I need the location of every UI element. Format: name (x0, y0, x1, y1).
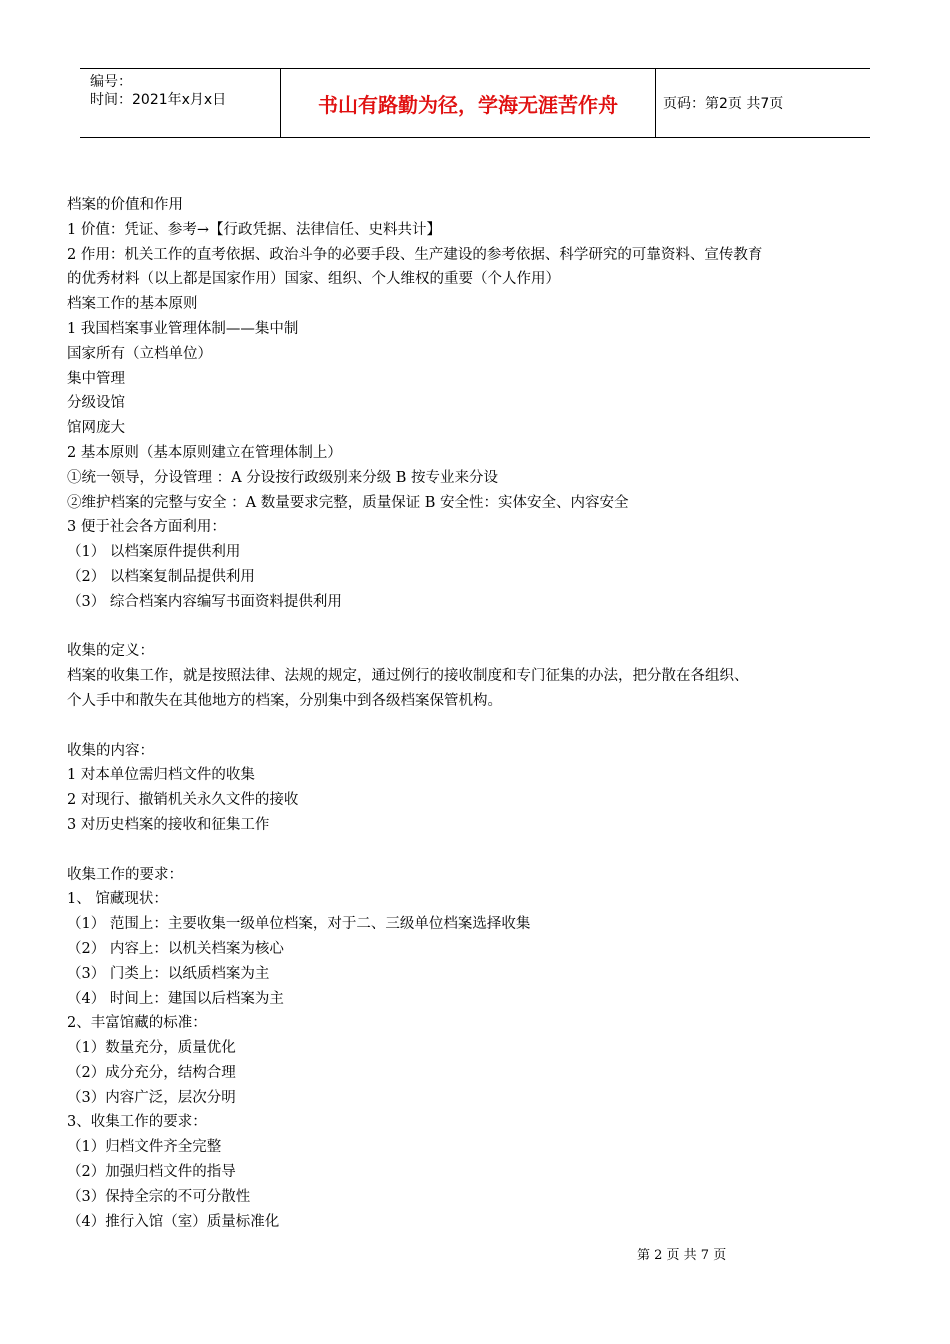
body-line: （3） 门类上：以纸质档案为主 (67, 965, 270, 982)
body-line: （1） 范围上：主要收集一级单位档案，对于二、三级单位档案选择收集 (67, 916, 531, 933)
document-number-label: 编号： (90, 74, 132, 90)
body-line: ②维护档案的完整与安全 ：A 数量要求完整，质量保证 B 安全性：实体安全、内容安全 (67, 494, 629, 511)
body-line: （1） 以档案原件提供利用 (67, 544, 241, 561)
body-line: （1）数量充分，质量优化 (67, 1040, 236, 1057)
document-date: 时间：2021年x月x日 (90, 92, 227, 108)
body-line: 2、丰富馆藏的标准： (67, 1015, 207, 1032)
header-left-cell (80, 69, 280, 137)
body-line: （1）归档文件齐全完整 (67, 1139, 222, 1156)
body-line: 的优秀材料（以上都是国家作用）国家、组织、个人维权的重要（个人作用） (67, 271, 560, 288)
body-line: 2 作用：机关工作的直考依据、政治斗争的必要手段、生产建设的参考依据、科学研究的可靠资料、宣传教育 (67, 246, 763, 263)
header-motto: 书山有路勤为径，学海无涯苦作舟 (318, 93, 618, 117)
body-line: 1 我国档案事业管理体制——集中制 (67, 320, 299, 337)
body-line: 3 便于社会各方面利用： (67, 519, 226, 536)
blank-line (67, 838, 887, 863)
blank-line (67, 615, 887, 640)
body-line: 1、 馆藏现状： (67, 891, 168, 908)
body-line: 馆网庞大 (67, 420, 125, 437)
page-footer: 第 2 页 共 7 页 (637, 1248, 727, 1263)
body-line: （3）内容广泛，层次分明 (67, 1089, 236, 1106)
body-line: 档案的价值和作用 (67, 197, 183, 213)
document-header (80, 68, 870, 138)
body-line: （4） 时间上：建国以后档案为主 (67, 990, 284, 1007)
body-line: 1 对本单位需归档文件的收集 (67, 767, 255, 784)
body-line: （2）成分充分，结构合理 (67, 1064, 236, 1081)
body-line: 2 对现行、撤销机关永久文件的接收 (67, 792, 299, 809)
body-line: 个人手中和散失在其他地方的档案，分别集中到各级档案保管机构。 (67, 692, 502, 709)
header-motto-cell (280, 69, 656, 137)
body-line: 2 基本原则（基本原则建立在管理体制上） (67, 444, 342, 461)
body-line: （3） 综合档案内容编写书面资料提供利用 (67, 593, 342, 610)
header-right-cell (655, 69, 870, 137)
body-line: 集中管理 (67, 370, 125, 387)
body-line: 国家所有（立档单位） (67, 345, 212, 362)
body-line: （2）加强归档文件的指导 (67, 1164, 236, 1181)
body-line: 收集的内容： (67, 742, 154, 759)
body-line: 档案的收集工作，就是按照法律、法规的规定，通过例行的接收制度和专门征集的办法，把分散在各组织、 (67, 668, 749, 685)
body-line: （3）保持全宗的不可分散性 (67, 1188, 251, 1205)
body-line: 3 对历史档案的接收和征集工作 (67, 816, 270, 833)
body-line: （2） 以档案复制品提供利用 (67, 568, 255, 585)
document-body (67, 193, 887, 1234)
body-line: 1 价值：凭证、参考→【行政凭据、法律信任、史料共计】 (67, 221, 441, 238)
body-line: ①统一领导，分设管理 ：A 分设按行政级别来分级 B 按专业来分设 (67, 469, 499, 486)
body-line: 档案工作的基本原则 (67, 296, 198, 313)
body-line: （2） 内容上：以机关档案为核心 (67, 940, 284, 957)
body-line: 分级设馆 (67, 395, 125, 412)
body-line: 收集的定义： (67, 643, 154, 660)
blank-line (67, 714, 887, 739)
body-line: （4）推行入馆（室）质量标准化 (67, 1213, 280, 1230)
body-line: 3、收集工作的要求： (67, 1114, 207, 1131)
header-page-code: 页码：第2页 共7页 (663, 96, 784, 112)
body-line: 收集工作的要求： (67, 866, 183, 883)
